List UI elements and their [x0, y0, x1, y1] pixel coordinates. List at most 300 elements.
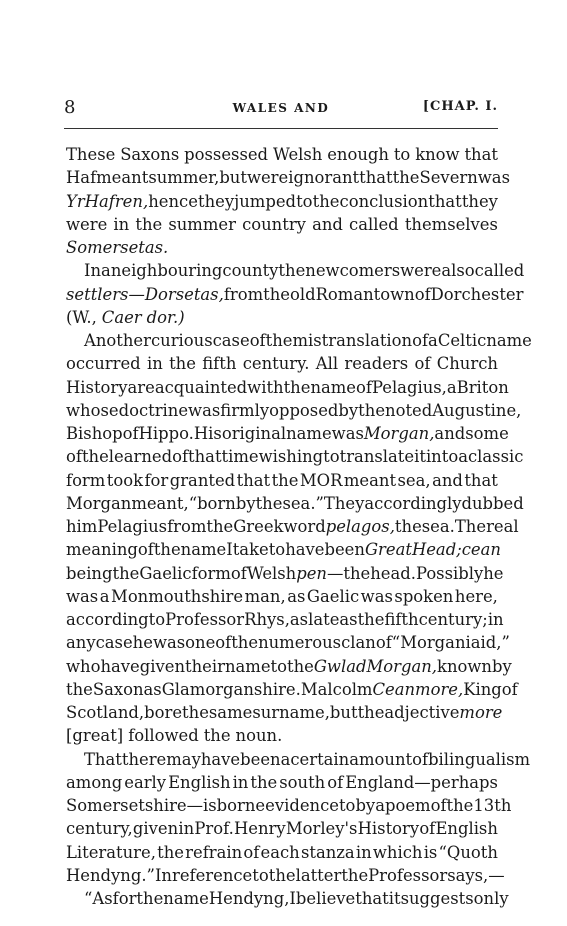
word: the [357, 610, 385, 629]
word: Pelagius [97, 517, 168, 536]
word: was [66, 586, 99, 606]
word: Augustine, [432, 400, 522, 420]
word: firmly [220, 400, 270, 420]
word: Monmouthshire [111, 586, 244, 606]
text-line [66, 259, 525, 282]
word: History [357, 819, 420, 839]
word: enough [327, 145, 389, 164]
word: reference [171, 865, 253, 885]
word: name [286, 424, 332, 443]
word: are [127, 377, 155, 397]
word: the [358, 400, 386, 420]
word: pen [296, 563, 327, 583]
word: amount [349, 749, 413, 769]
word: have [100, 656, 140, 676]
word: here, [454, 586, 498, 606]
word: the [136, 889, 164, 908]
text-line [66, 631, 510, 654]
word: county [222, 261, 279, 281]
word: was [188, 400, 221, 420]
word: but [329, 703, 358, 722]
word: of [412, 331, 429, 350]
word: of [137, 540, 154, 560]
word: of [414, 354, 431, 374]
word: may [166, 749, 201, 769]
word: case [212, 331, 250, 350]
text-line [66, 515, 519, 538]
word: “ [391, 633, 401, 653]
word: Professor [165, 610, 245, 629]
word: in [178, 819, 195, 839]
word: dor.) [146, 307, 185, 327]
text-line [66, 771, 498, 794]
word: but [219, 168, 247, 188]
text-line [66, 306, 498, 329]
word: form [66, 470, 106, 490]
text-line [66, 445, 524, 468]
word: the [312, 191, 340, 211]
word: which [372, 842, 423, 862]
word: Dorchester [430, 284, 524, 304]
word: Greek [233, 517, 284, 536]
word: learned [108, 447, 173, 467]
word: for [144, 470, 169, 490]
word: name [486, 331, 532, 350]
word: old [289, 284, 316, 304]
word: the [341, 865, 369, 885]
word: to [323, 447, 340, 467]
word: fifth [202, 354, 237, 374]
word: to [393, 145, 411, 164]
word: as [287, 586, 306, 606]
text-line [66, 143, 498, 166]
word: Church [436, 354, 498, 374]
word: neighbouring [110, 261, 223, 281]
word: a [446, 377, 457, 397]
word: Haf [66, 168, 97, 188]
word: century [418, 610, 483, 629]
word: sea, [397, 470, 431, 490]
word: late [308, 610, 340, 629]
word: south [279, 772, 326, 792]
word: and [312, 214, 343, 234]
word: comers [339, 261, 401, 281]
word: of [414, 284, 431, 304]
word: Morgan, [363, 424, 435, 443]
word: evidence [265, 796, 339, 815]
word: Hippo. [138, 424, 194, 443]
word: was [477, 168, 510, 188]
word: that [359, 168, 393, 188]
word: Gwlad [313, 656, 367, 676]
word: Bishop [66, 424, 123, 443]
text-line [66, 864, 505, 887]
word: by [235, 493, 256, 513]
word: Hafren, [84, 191, 149, 211]
word: was [331, 424, 364, 443]
word: adjective [384, 703, 460, 722]
word: They [323, 493, 365, 513]
header-rule [64, 128, 498, 129]
word: of [412, 749, 429, 769]
text-line [66, 817, 498, 840]
text-line [66, 213, 498, 236]
word: Yr [66, 191, 85, 211]
word: Morgan [66, 493, 132, 513]
word: the [392, 168, 420, 188]
word: settlers—Dorsetas, [66, 284, 224, 304]
word: fifth [384, 610, 419, 629]
word: one [185, 633, 216, 653]
word: themselves [404, 214, 498, 234]
word: the [394, 517, 422, 536]
text-line [66, 469, 498, 492]
word: hence [148, 191, 198, 211]
word: in [146, 354, 163, 374]
word: Possibly [415, 563, 484, 583]
word: [great] [66, 726, 124, 746]
word: form [191, 563, 231, 583]
word: jumped [234, 191, 297, 211]
word: 13th [473, 796, 512, 815]
word: as [143, 679, 162, 699]
text-line [66, 283, 524, 306]
word: Glamorganshire. [161, 679, 301, 699]
word: among [66, 772, 123, 792]
word: as [339, 610, 358, 629]
word: Saxon [92, 679, 144, 699]
running-header [64, 97, 498, 121]
word: the [153, 540, 181, 560]
word: Celtic [437, 331, 487, 350]
word: of [243, 842, 260, 862]
word: Briton [456, 377, 509, 397]
word: have [285, 540, 325, 560]
word: Hendyng.” [66, 865, 155, 885]
word: Severn [419, 168, 478, 188]
word: it [414, 447, 426, 467]
word: the [112, 563, 140, 583]
word: sea.” [282, 493, 324, 513]
word: clan [341, 633, 376, 653]
word: known [437, 656, 492, 676]
word: a [99, 586, 110, 606]
word: These [66, 145, 116, 164]
word: borne [216, 796, 266, 815]
word: the [446, 796, 474, 815]
word: whose [66, 400, 119, 420]
word: only [473, 889, 509, 908]
word: of [430, 796, 447, 815]
word: from [223, 284, 264, 304]
word: with [247, 377, 284, 397]
word: certain [290, 749, 350, 769]
word: Scotland, [66, 703, 145, 722]
word: “ [84, 889, 93, 908]
word: new [305, 261, 340, 281]
word: I [226, 540, 233, 560]
word: England—perhaps [345, 772, 498, 792]
text-line [66, 422, 509, 445]
word: bore [144, 703, 183, 722]
word: name [224, 656, 271, 676]
word: classic [467, 447, 524, 467]
running-title: WALES AND [232, 101, 330, 115]
word: readers [344, 354, 409, 374]
word: and [434, 424, 466, 443]
word: summer [168, 214, 236, 234]
word: believe [295, 889, 356, 908]
word: that [355, 889, 389, 908]
text-line [66, 538, 501, 561]
word: head. [370, 563, 416, 583]
word: of [419, 819, 436, 839]
word: curious [150, 331, 213, 350]
word: accordingly [364, 493, 462, 513]
word: All [315, 354, 339, 374]
word: the [203, 726, 231, 746]
word: the [182, 703, 209, 722]
word: As [92, 889, 113, 908]
word: numerous [258, 633, 342, 653]
word: noted [385, 400, 433, 420]
word: The [454, 517, 487, 536]
word: meaning [66, 540, 138, 560]
word: name [180, 540, 227, 560]
word: know [415, 145, 460, 164]
word: he [483, 563, 504, 583]
word: to [148, 610, 166, 629]
word: doctrine [118, 400, 189, 420]
text-line [66, 562, 504, 585]
word: meant [343, 470, 397, 490]
word: of [215, 633, 232, 653]
word: bilingualism [428, 749, 531, 769]
word: of [327, 772, 344, 792]
text-line [66, 190, 498, 213]
word: real [486, 517, 519, 536]
word: ignorant [288, 168, 360, 188]
text-line [66, 492, 524, 515]
word: Roman [315, 284, 374, 304]
word: were [246, 168, 289, 188]
word: Somersetshire—is [66, 796, 217, 815]
word: been [324, 540, 365, 560]
word: the [287, 656, 314, 676]
word: Morganiaid,” [400, 633, 510, 653]
word: is [423, 842, 438, 862]
word: that [464, 470, 498, 490]
word: there [121, 749, 167, 769]
word: a [375, 796, 385, 815]
word: (W., [66, 307, 97, 327]
word: name [310, 377, 357, 397]
word: I [289, 889, 296, 908]
word: English [435, 819, 498, 839]
word: translate [339, 447, 415, 467]
word: the [66, 679, 93, 699]
word: “born [188, 493, 236, 513]
word: Ceanmore, [372, 679, 464, 699]
word: opposed [269, 400, 339, 420]
word: dubbed [461, 493, 524, 513]
word: —the [326, 563, 371, 583]
word: Welsh [246, 563, 297, 583]
word: Malcolm [300, 679, 373, 699]
word: of [375, 633, 392, 653]
word: Welsh [272, 145, 323, 164]
text-line [66, 608, 504, 631]
word: took [106, 470, 144, 490]
word: for [112, 889, 137, 908]
word: given [139, 656, 186, 676]
word: “Quoth [438, 842, 498, 862]
text-line [66, 166, 510, 189]
word: the [271, 470, 299, 490]
word: also [441, 261, 475, 281]
text-line [66, 841, 498, 864]
word: a [458, 447, 468, 467]
text-line [66, 655, 512, 678]
word: of [66, 447, 82, 467]
word: some [465, 424, 509, 443]
word: a [101, 261, 111, 281]
word: of [501, 679, 518, 699]
word: by [355, 796, 376, 815]
word: ; [482, 610, 488, 629]
word: Hendyng, [208, 889, 290, 908]
word: to [338, 796, 356, 815]
word: the [81, 447, 109, 467]
word: Prof. [194, 819, 234, 839]
word: His [193, 424, 222, 443]
word: Morley's [285, 819, 358, 839]
word: Professor [368, 865, 448, 885]
word: were [400, 261, 442, 281]
word: to [268, 540, 286, 560]
word: Saxons [120, 145, 180, 164]
word: sea. [421, 517, 455, 536]
word: him [66, 517, 98, 536]
text-line [66, 678, 518, 701]
word: in [355, 842, 372, 862]
word: mistranslation [292, 331, 413, 350]
text-line [66, 724, 498, 747]
word: refrain [185, 842, 243, 862]
word: conclusion [339, 191, 429, 211]
word: suggests [400, 889, 474, 908]
text-line [66, 376, 509, 399]
word: was [360, 586, 393, 606]
word: from [167, 517, 207, 536]
word: That [84, 749, 122, 769]
word: given [132, 819, 179, 839]
word: the [255, 493, 283, 513]
word: cean [461, 540, 501, 560]
word: meant [96, 168, 149, 188]
word: of [122, 424, 139, 443]
word: meant, [131, 493, 189, 513]
word: century, [66, 819, 133, 839]
word: says,— [447, 865, 505, 885]
word: to [252, 865, 269, 885]
word: Rhys, [244, 610, 290, 629]
word: original [221, 424, 287, 443]
word: early [124, 772, 167, 792]
word: he [132, 633, 153, 653]
word: occurred [66, 354, 141, 374]
word: a [428, 331, 438, 350]
word: take [232, 540, 269, 560]
text-line [66, 236, 498, 259]
word: town [373, 284, 415, 304]
word: in [487, 610, 504, 629]
word: and [432, 470, 463, 490]
word: their [185, 656, 225, 676]
word: have [200, 749, 241, 769]
word: by [338, 400, 359, 420]
word: granted [169, 470, 236, 490]
word: acquainted [154, 377, 248, 397]
word: English [168, 772, 231, 792]
word: of [356, 377, 372, 397]
text-line [66, 887, 509, 910]
word: Literature, [66, 842, 156, 862]
word: to [270, 656, 287, 676]
word: ; [456, 540, 462, 560]
word: of [249, 331, 266, 350]
page-number: 8 [64, 97, 76, 118]
word: called [474, 261, 525, 281]
word: the [135, 214, 163, 234]
word: Gaelic [139, 563, 192, 583]
word: man, [244, 586, 286, 606]
word: Somersetas. [66, 238, 169, 257]
word: according [66, 610, 149, 629]
word: of [230, 563, 247, 583]
text-line [66, 352, 498, 375]
text-line [66, 329, 532, 352]
word: King [463, 679, 502, 699]
word: any [66, 633, 96, 653]
word: the [278, 261, 306, 281]
word: Caer [101, 307, 142, 327]
word: the [283, 377, 311, 397]
word: latter [295, 865, 342, 885]
word: a [280, 749, 291, 769]
body-text [66, 143, 532, 910]
word: time [221, 447, 259, 467]
word: History [66, 377, 128, 397]
word: being [66, 563, 113, 583]
word: Head [411, 540, 457, 560]
word: In [154, 865, 172, 885]
word: it [388, 889, 401, 908]
word: the [357, 703, 385, 722]
word: wishing [258, 447, 324, 467]
word: noun. [235, 726, 283, 746]
word: that [188, 447, 222, 467]
word: Gaelic [306, 586, 360, 606]
word: in [232, 772, 249, 792]
text-line [66, 794, 512, 817]
word: that [428, 191, 462, 211]
word: word [283, 517, 326, 536]
word: the [206, 517, 234, 536]
word: surname, [252, 703, 330, 722]
word: the [263, 284, 290, 304]
word: each [260, 842, 300, 862]
